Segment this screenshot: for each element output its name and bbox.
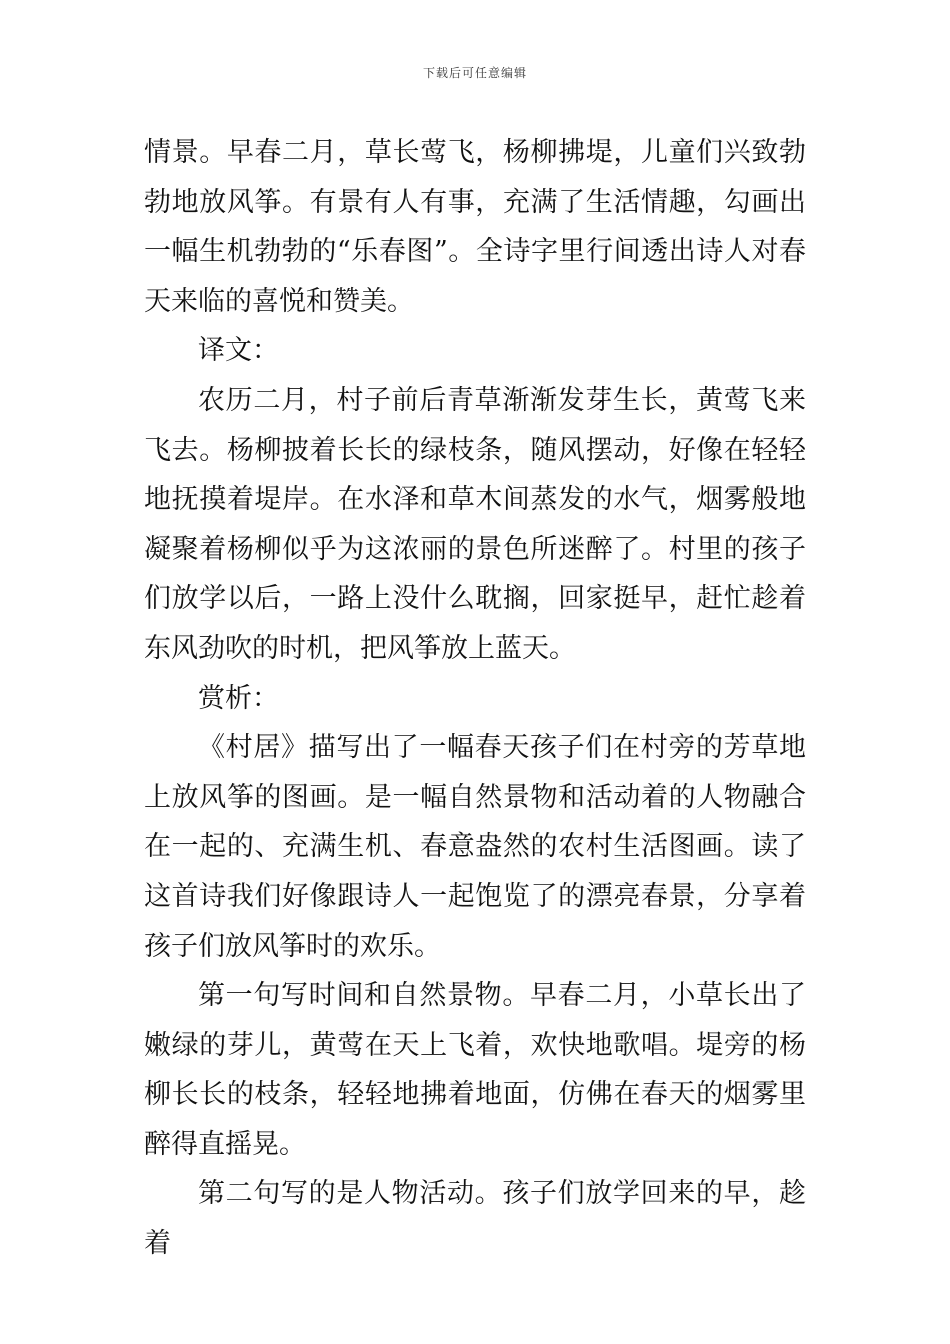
page-header: 下载后可任意编辑 xyxy=(422,66,527,80)
paragraph-appreciation-heading: 赏析： xyxy=(198,682,279,714)
paragraph-translation: 农历二月，村子前后青草渐渐发芽生长，黄莺飞来飞去。杨柳披着长长的绿枝条，随风摆动，好像在轻轻地抚摸着堤岸。在水泽和草木间蒸发的水气，烟雾般地凝聚着杨柳似乎为这浓丽的景色所迷醉了。村里的孩子们放学以后，一路上没什么耽搁，回家挺早，赶忙趁着东风劲吹的时机，把风筝放上蓝天。 xyxy=(144,384,806,664)
paragraph-second-line-analysis: 第二句写的是人物活动。孩子们放学回来的早，趁着 xyxy=(144,1178,806,1260)
document-body xyxy=(144,128,806,1269)
paragraph-first-line-analysis: 第一句写时间和自然景物。早春二月，小草长出了嫩绿的芽儿，黄莺在天上飞着，欢快地歌唱。堤旁的杨柳长长的枝条，轻轻地拂着地面，仿佛在春天的烟雾里醉得直摇晃。 xyxy=(144,980,806,1160)
paragraph-1: 情景。早春二月，草长莺飞，杨柳拂堤，儿童们兴致勃勃地放风筝。有景有人有事，充满了生活情趣，勾画出一幅生机勃勃的“乐春图”。全诗字里行间透出诗人对春天来临的喜悦和赞美。 xyxy=(144,137,806,317)
paragraph-appreciation: 《村居》描写出了一幅春天孩子们在村旁的芳草地上放风筝的图画。是一幅自然景物和活动着的人物融合在一起的、充满生机、春意盎然的农村生活图画。读了这首诗我们好像跟诗人一起饱览了的漂亮春景，分享着孩子们放风筝时的欢乐。 xyxy=(144,732,806,962)
paragraph-translation-heading: 译文： xyxy=(198,335,279,367)
